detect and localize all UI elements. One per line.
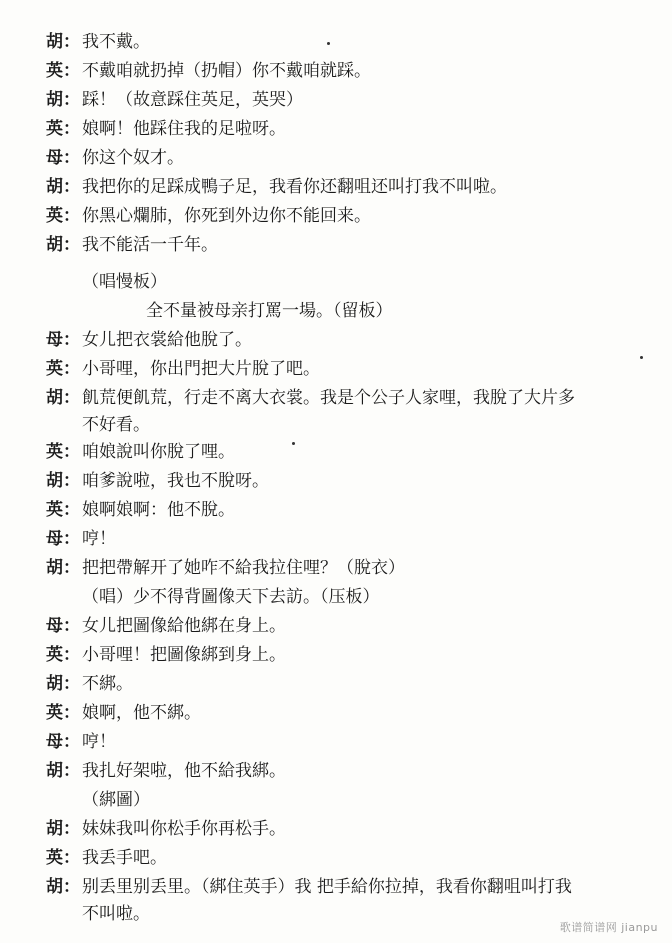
- dialogue-text: 我丢手吧。: [82, 848, 167, 868]
- sung-line: [46, 297, 646, 326]
- dialogue-line: [46, 438, 646, 467]
- dialogue-text: 把把帶解开了她咋不給我拉住哩？（脫衣）: [82, 558, 405, 578]
- dialogue-line: [46, 57, 646, 86]
- dialogue-line: [46, 699, 646, 728]
- ink-speck: [292, 442, 295, 445]
- site-watermark: 歌谱简谱网 jianpu: [559, 921, 658, 934]
- dialogue-text: 妹妹我叫你松手你再松手。: [82, 819, 286, 839]
- dialogue-line: [46, 728, 646, 757]
- script-body: [46, 28, 646, 927]
- dialogue-line: [46, 757, 646, 786]
- stage-direction: [46, 786, 646, 815]
- dialogue-text: 我不戴。: [82, 32, 150, 52]
- dialogue-continuation: 不叫啦。: [82, 904, 150, 924]
- dialogue-line: [46, 326, 646, 355]
- speaker-label: 胡：: [46, 32, 80, 52]
- speaker-label: 胡：: [46, 819, 80, 839]
- speaker-label: 胡：: [46, 235, 80, 255]
- speaker-label: 母：: [46, 732, 80, 752]
- dialogue-text: 女儿把衣裳給他脫了。: [82, 330, 252, 350]
- speaker-label: 英：: [46, 442, 80, 462]
- dialogue-line: [46, 144, 646, 173]
- speaker-label: 英：: [46, 206, 80, 226]
- dialogue-continuation: 不好看。: [82, 415, 150, 435]
- dialogue-text: 咱娘說叫你脫了哩。: [82, 442, 235, 462]
- dialogue-line: [46, 86, 646, 115]
- speaker-label: 母：: [46, 529, 80, 549]
- dialogue-text: 飢荒便飢荒，行走不离大衣裳。我是个公子人家哩，我脫了大片多: [82, 388, 575, 408]
- speaker-label: 英：: [46, 359, 80, 379]
- speaker-label: 英：: [46, 703, 80, 723]
- dialogue-text: 小哥哩！把圖像綁到身上。: [82, 645, 286, 665]
- dialogue-line: [46, 28, 646, 57]
- dialogue-line: [46, 496, 646, 525]
- dialogue-line: [46, 844, 646, 873]
- speaker-label: 母：: [46, 148, 80, 168]
- speaker-label: 胡：: [46, 558, 80, 578]
- dialogue-line: [46, 384, 646, 438]
- section-gap: [46, 260, 646, 268]
- speaker-label: 胡：: [46, 388, 80, 408]
- ink-speck: [327, 42, 330, 45]
- dialogue-line: [46, 525, 646, 554]
- speaker-label: 英：: [46, 119, 80, 139]
- speaker-label: 英：: [46, 848, 80, 868]
- speaker-label: 母：: [46, 330, 80, 350]
- sung-line: [46, 583, 646, 612]
- dialogue-text: 我把你的足踩成鴨子足，我看你还翻咀还叫打我不叫啦。: [82, 177, 507, 197]
- dialogue-text: 不綁。: [82, 674, 133, 694]
- speaker-label: 胡：: [46, 90, 80, 110]
- dialogue-line: [46, 231, 646, 260]
- dialogue-text: 小哥哩，你出門把大片脫了吧。: [82, 359, 320, 379]
- dialogue-line: [46, 612, 646, 641]
- dialogue-text: 我扎好架啦，他不給我綁。: [82, 761, 286, 781]
- speaker-label: 胡：: [46, 674, 80, 694]
- dialogue-line: [46, 173, 646, 202]
- dialogue-text: 咱爹說啦，我也不脫呀。: [82, 471, 269, 491]
- dialogue-line: [46, 670, 646, 699]
- dialogue-line: [46, 115, 646, 144]
- dialogue-line: [46, 355, 646, 384]
- dialogue-line: [46, 554, 646, 583]
- speaker-label: 母：: [46, 616, 80, 636]
- ink-speck: [640, 356, 643, 359]
- dialogue-text: 不戴咱就扔掉（扔帽）你不戴咱就踩。: [82, 61, 371, 81]
- dialogue-line: [46, 467, 646, 496]
- dialogue-text: 娘啊！他踩住我的足啦呀。: [82, 119, 286, 139]
- speaker-label: 胡：: [46, 471, 80, 491]
- dialogue-text: 我不能活一千年。: [82, 235, 218, 255]
- dialogue-line: [46, 873, 646, 927]
- dialogue-line: [46, 815, 646, 844]
- direction-text: （唱慢板）: [82, 272, 167, 292]
- dialogue-line: [46, 202, 646, 231]
- sung-text: 全不量被母亲打罵一場。（留板）: [146, 301, 393, 321]
- dialogue-text: 娘啊娘啊：他不脫。: [82, 500, 235, 520]
- sung-text: （唱）少不得背圖像天下去訪。（压板）: [82, 587, 380, 607]
- dialogue-text: 娘啊，他不綁。: [82, 703, 201, 723]
- speaker-label: 胡：: [46, 177, 80, 197]
- speaker-label: 胡：: [46, 877, 80, 897]
- dialogue-text: 踩！（故意踩住英足，英哭）: [82, 90, 303, 110]
- direction-text: （綁圖）: [82, 790, 150, 810]
- speaker-label: 英：: [46, 645, 80, 665]
- dialogue-text: 别丢里别丢里。（綁住英手）我 把手給你拉掉，我看你翻咀叫打我: [82, 877, 572, 897]
- speaker-label: 胡：: [46, 761, 80, 781]
- dialogue-text: 你这个奴才。: [82, 148, 184, 168]
- stage-direction: [46, 268, 646, 297]
- dialogue-line: [46, 641, 646, 670]
- dialogue-text: 你黑心爛肺，你死到外边你不能回来。: [82, 206, 371, 226]
- speaker-label: 英：: [46, 61, 80, 81]
- dialogue-text: 哼！: [82, 529, 116, 549]
- speaker-label: 英：: [46, 500, 80, 520]
- dialogue-text: 哼！: [82, 732, 116, 752]
- dialogue-text: 女儿把圖像給他綁在身上。: [82, 616, 286, 636]
